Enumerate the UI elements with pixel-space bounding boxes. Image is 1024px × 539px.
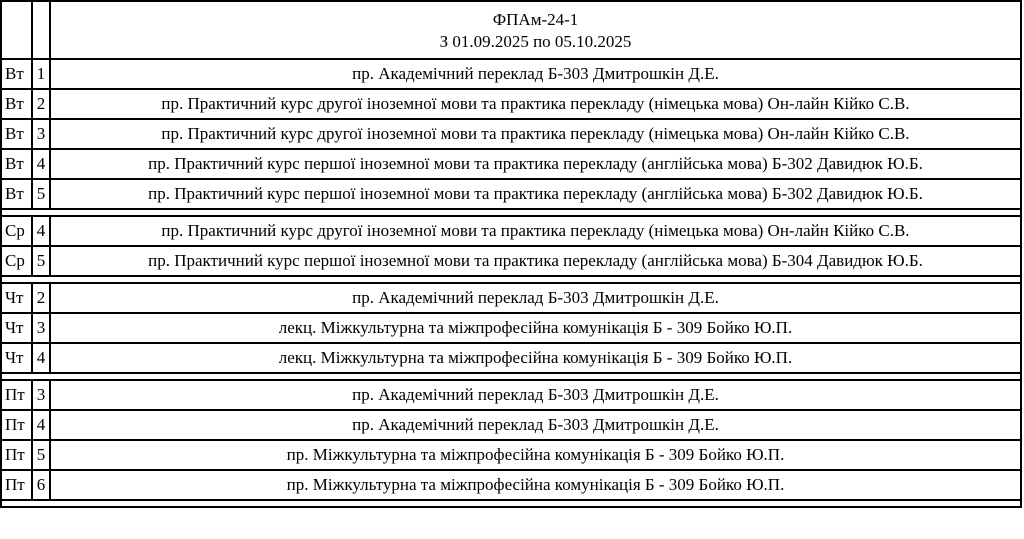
header-row	[1, 1, 1021, 59]
schedule-row	[1, 149, 1021, 179]
class-description-cell: пр. Практичний курс другої іноземної мови та практика перекладу (німецька мова) Он-лайн Кійко С.В.	[50, 89, 1021, 119]
day-cell: Пт	[1, 410, 32, 440]
schedule-row	[1, 179, 1021, 209]
day-cell: Пт	[1, 380, 32, 410]
lesson-number-cell: 2	[32, 89, 50, 119]
day-separator	[1, 276, 1021, 283]
day-cell: Ср	[1, 246, 32, 276]
schedule-row	[1, 380, 1021, 410]
lesson-number-cell: 6	[32, 470, 50, 500]
day-cell: Вт	[1, 89, 32, 119]
class-description-cell: пр. Практичний курс першої іноземної мови та практика перекладу (англійська мова) Б-302 Давидюк Ю.Б.	[50, 179, 1021, 209]
lesson-number-cell: 3	[32, 313, 50, 343]
day-separator	[1, 500, 1021, 507]
class-description-cell: лекц. Міжкультурна та міжпрофесійна комунікація Б - 309 Бойко Ю.П.	[50, 313, 1021, 343]
day-cell: Вт	[1, 149, 32, 179]
schedule-row	[1, 246, 1021, 276]
day-cell: Чт	[1, 283, 32, 313]
day-cell: Чт	[1, 343, 32, 373]
lesson-number-cell: 5	[32, 179, 50, 209]
schedule-row	[1, 89, 1021, 119]
class-description-cell: пр. Академічний переклад Б-303 Дмитрошкін Д.Е.	[50, 380, 1021, 410]
header-corner-cell	[32, 1, 50, 59]
class-description-cell: пр. Академічний переклад Б-303 Дмитрошкін Д.Е.	[50, 283, 1021, 313]
lesson-number-cell: 1	[32, 59, 50, 89]
header-cell	[50, 1, 1021, 59]
class-description-cell: пр. Практичний курс другої іноземної мови та практика перекладу (німецька мова) Он-лайн Кійко С.В.	[50, 216, 1021, 246]
day-separator-cell	[1, 276, 1021, 283]
schedule-row	[1, 119, 1021, 149]
day-cell: Чт	[1, 313, 32, 343]
lesson-number-cell: 2	[32, 283, 50, 313]
day-cell: Пт	[1, 470, 32, 500]
day-cell: Вт	[1, 59, 32, 89]
day-cell: Вт	[1, 179, 32, 209]
period-range: З 01.09.2025 по 05.10.2025	[439, 32, 632, 51]
day-separator-cell	[1, 373, 1021, 380]
schedule-row	[1, 470, 1021, 500]
lesson-number-cell: 3	[32, 119, 50, 149]
lesson-number-cell: 5	[32, 246, 50, 276]
day-separator-cell	[1, 209, 1021, 216]
class-description-cell: пр. Практичний курс першої іноземної мови та практика перекладу (англійська мова) Б-302 Давидюк Ю.Б.	[50, 149, 1021, 179]
day-cell: Пт	[1, 440, 32, 470]
schedule-row	[1, 410, 1021, 440]
header-corner-cell	[1, 1, 32, 59]
lesson-number-cell: 4	[32, 410, 50, 440]
schedule-row	[1, 216, 1021, 246]
class-description-cell: пр. Академічний переклад Б-303 Дмитрошкін Д.Е.	[50, 410, 1021, 440]
class-description-cell: пр. Академічний переклад Б-303 Дмитрошкін Д.Е.	[50, 59, 1021, 89]
class-description-cell: пр. Міжкультурна та міжпрофесійна комунікація Б - 309 Бойко Ю.П.	[50, 440, 1021, 470]
class-description-cell: пр. Міжкультурна та міжпрофесійна комунікація Б - 309 Бойко Ю.П.	[50, 470, 1021, 500]
class-description-cell: пр. Практичний курс першої іноземної мови та практика перекладу (англійська мова) Б-304 Давидюк Ю.Б.	[50, 246, 1021, 276]
lesson-number-cell: 5	[32, 440, 50, 470]
day-separator	[1, 373, 1021, 380]
day-separator-cell	[1, 500, 1021, 507]
schedule-row	[1, 313, 1021, 343]
schedule-row	[1, 343, 1021, 373]
class-description-cell: пр. Практичний курс другої іноземної мови та практика перекладу (німецька мова) Он-лайн Кійко С.В.	[50, 119, 1021, 149]
schedule-body	[1, 1, 1021, 507]
schedule-row	[1, 440, 1021, 470]
lesson-number-cell: 3	[32, 380, 50, 410]
day-cell: Ср	[1, 216, 32, 246]
schedule-row	[1, 59, 1021, 89]
schedule-row	[1, 283, 1021, 313]
lesson-number-cell: 4	[32, 149, 50, 179]
day-cell: Вт	[1, 119, 32, 149]
group-title: ФПАм-24-1	[492, 10, 579, 29]
day-separator	[1, 209, 1021, 216]
lesson-number-cell: 4	[32, 216, 50, 246]
class-description-cell: лекц. Міжкультурна та міжпрофесійна комунікація Б - 309 Бойко Ю.П.	[50, 343, 1021, 373]
lesson-number-cell: 4	[32, 343, 50, 373]
